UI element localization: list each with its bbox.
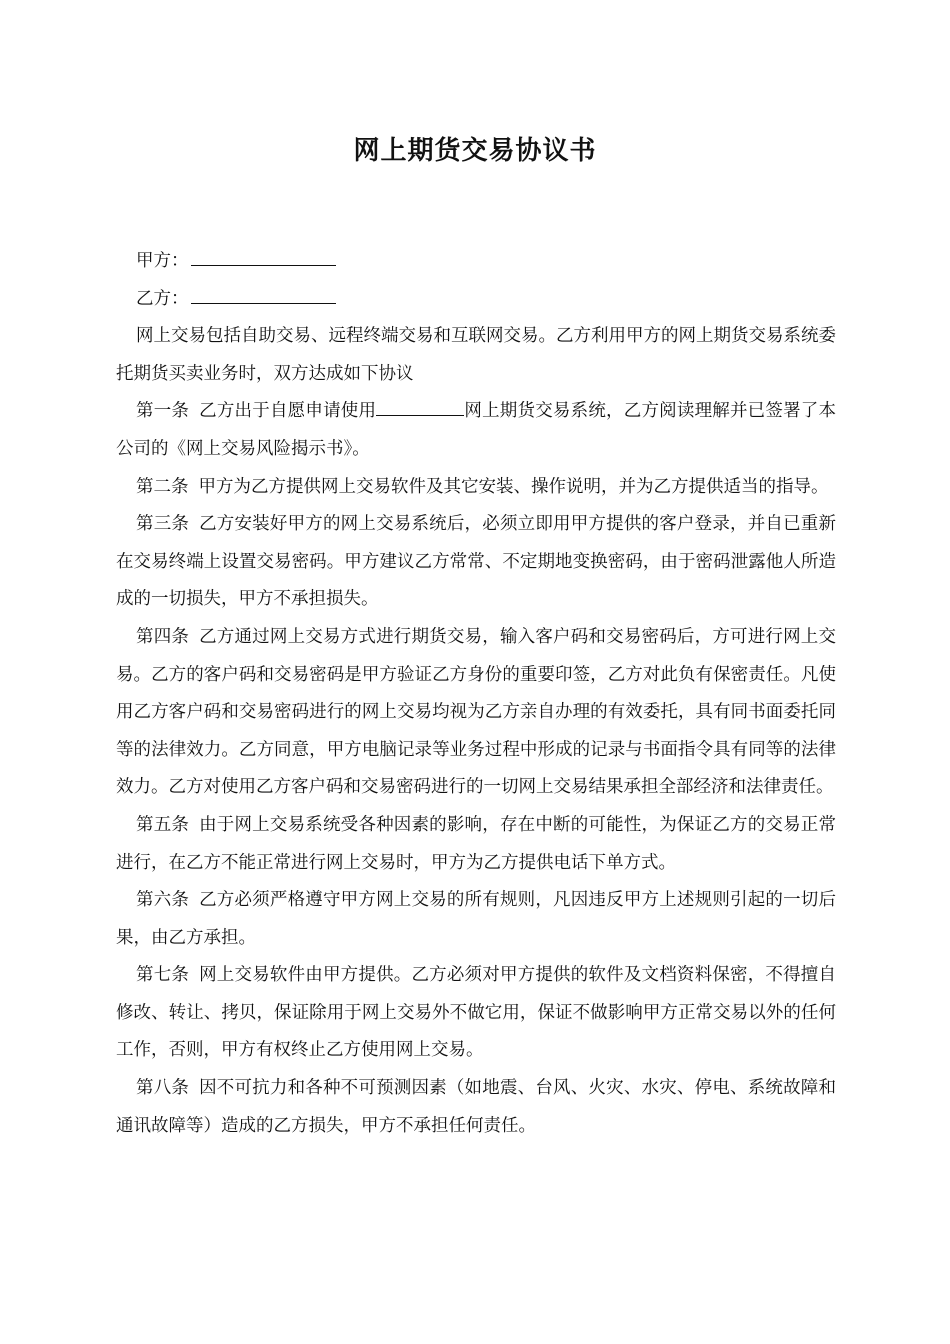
clause-6-heading: 第六条 [136, 890, 190, 911]
clause-6-text: 乙方必须严格遵守甲方网上交易的所有规则，凡因违反甲方上述规则引起的一切后果，由乙方承担。 [116, 890, 836, 948]
clause-1-text-before: 乙方出于自愿申请使用 [199, 401, 377, 422]
clause-5-heading: 第五条 [136, 814, 190, 835]
clause-2 [116, 469, 836, 507]
clause-1-heading: 第一条 [136, 401, 190, 422]
clause-8-heading: 第八条 [136, 1078, 190, 1099]
clause-8-text: 因不可抗力和各种不可预测因素（如地震、台风、火灾、水灾、停电、系统故障和通讯故障等）造成的乙方损失，甲方不承担任何责任。 [116, 1078, 836, 1136]
party-a-line [116, 243, 836, 281]
party-a-blank [191, 246, 336, 266]
clause-2-text: 甲方为乙方提供网上交易软件及其它安装、操作说明，并为乙方提供适当的指导。 [198, 476, 829, 497]
intro-paragraph: 网上交易包括自助交易、远程终端交易和互联网交易。乙方利用甲方的网上期货交易系统委托期货买卖业务时，双方达成如下协议 [116, 326, 836, 384]
clause-1-text-after: 网上期货交易系统，乙方阅读理解并已签署了本公司的《网上交易风险揭示书》。 [116, 401, 837, 459]
clause-8 [116, 1070, 836, 1145]
party-a-label: 甲方： [136, 251, 189, 271]
clause-5-text: 由于网上交易系统受各种因素的影响，存在中断的可能性，为保证乙方的交易正常进行，在乙方不能正常进行网上交易时，甲方为乙方提供电话下单方式。 [116, 814, 836, 873]
clause-1-blank [376, 397, 464, 416]
document-title: 网上期货交易协议书 [353, 136, 597, 166]
clause-4-text: 乙方通过网上交易方式进行期货交易，输入客户码和交易密码后，方可进行网上交易。乙方的客户码和交易密码是甲方验证乙方身份的重要印签，乙方对此负有保密责任。凡使用乙方客户码和交易密码进行的网上交易均视为乙方亲自办理的有效委托，具有同书面委托同等的法律效力。乙方同意，甲方电脑记录等业务过程中形成的记录与书面指令具有同等的法律效力。乙方对使用乙方客户码和交易密码进行的一切网上交易结果承担全部经济和法律责任。 [116, 626, 836, 798]
clause-1 [116, 393, 836, 468]
clause-4 [116, 619, 836, 807]
document-body [116, 243, 836, 1145]
clause-2-heading: 第二条 [136, 476, 189, 497]
clause-7-heading: 第七条 [136, 965, 190, 986]
party-b-line [116, 281, 836, 319]
clause-5 [116, 807, 836, 882]
clause-6 [116, 882, 836, 957]
party-b-label: 乙方： [136, 288, 189, 309]
clause-7-text: 网上交易软件由甲方提供。乙方必须对甲方提供的软件及文档资料保密，不得擅自修改、转让、拷贝，保证除用于网上交易外不做它用，保证不做影响甲方正常交易以外的任何工作，否则，甲方有权终止乙方使用网上交易。 [116, 965, 836, 1061]
clause-3-heading: 第三条 [136, 514, 190, 535]
clause-4-heading: 第四条 [136, 626, 190, 647]
clause-3-text: 乙方安装好甲方的网上交易系统后，必须立即用甲方提供的客户登录，并自已重新在交易终端上设置交易密码。甲方建议乙方常常、不定期地变换密码，由于密码泄露他人所造成的一切损失，甲方不承担损失。 [116, 514, 836, 610]
clause-7 [116, 957, 836, 1070]
party-b-blank [191, 284, 336, 304]
clause-3 [116, 506, 836, 619]
